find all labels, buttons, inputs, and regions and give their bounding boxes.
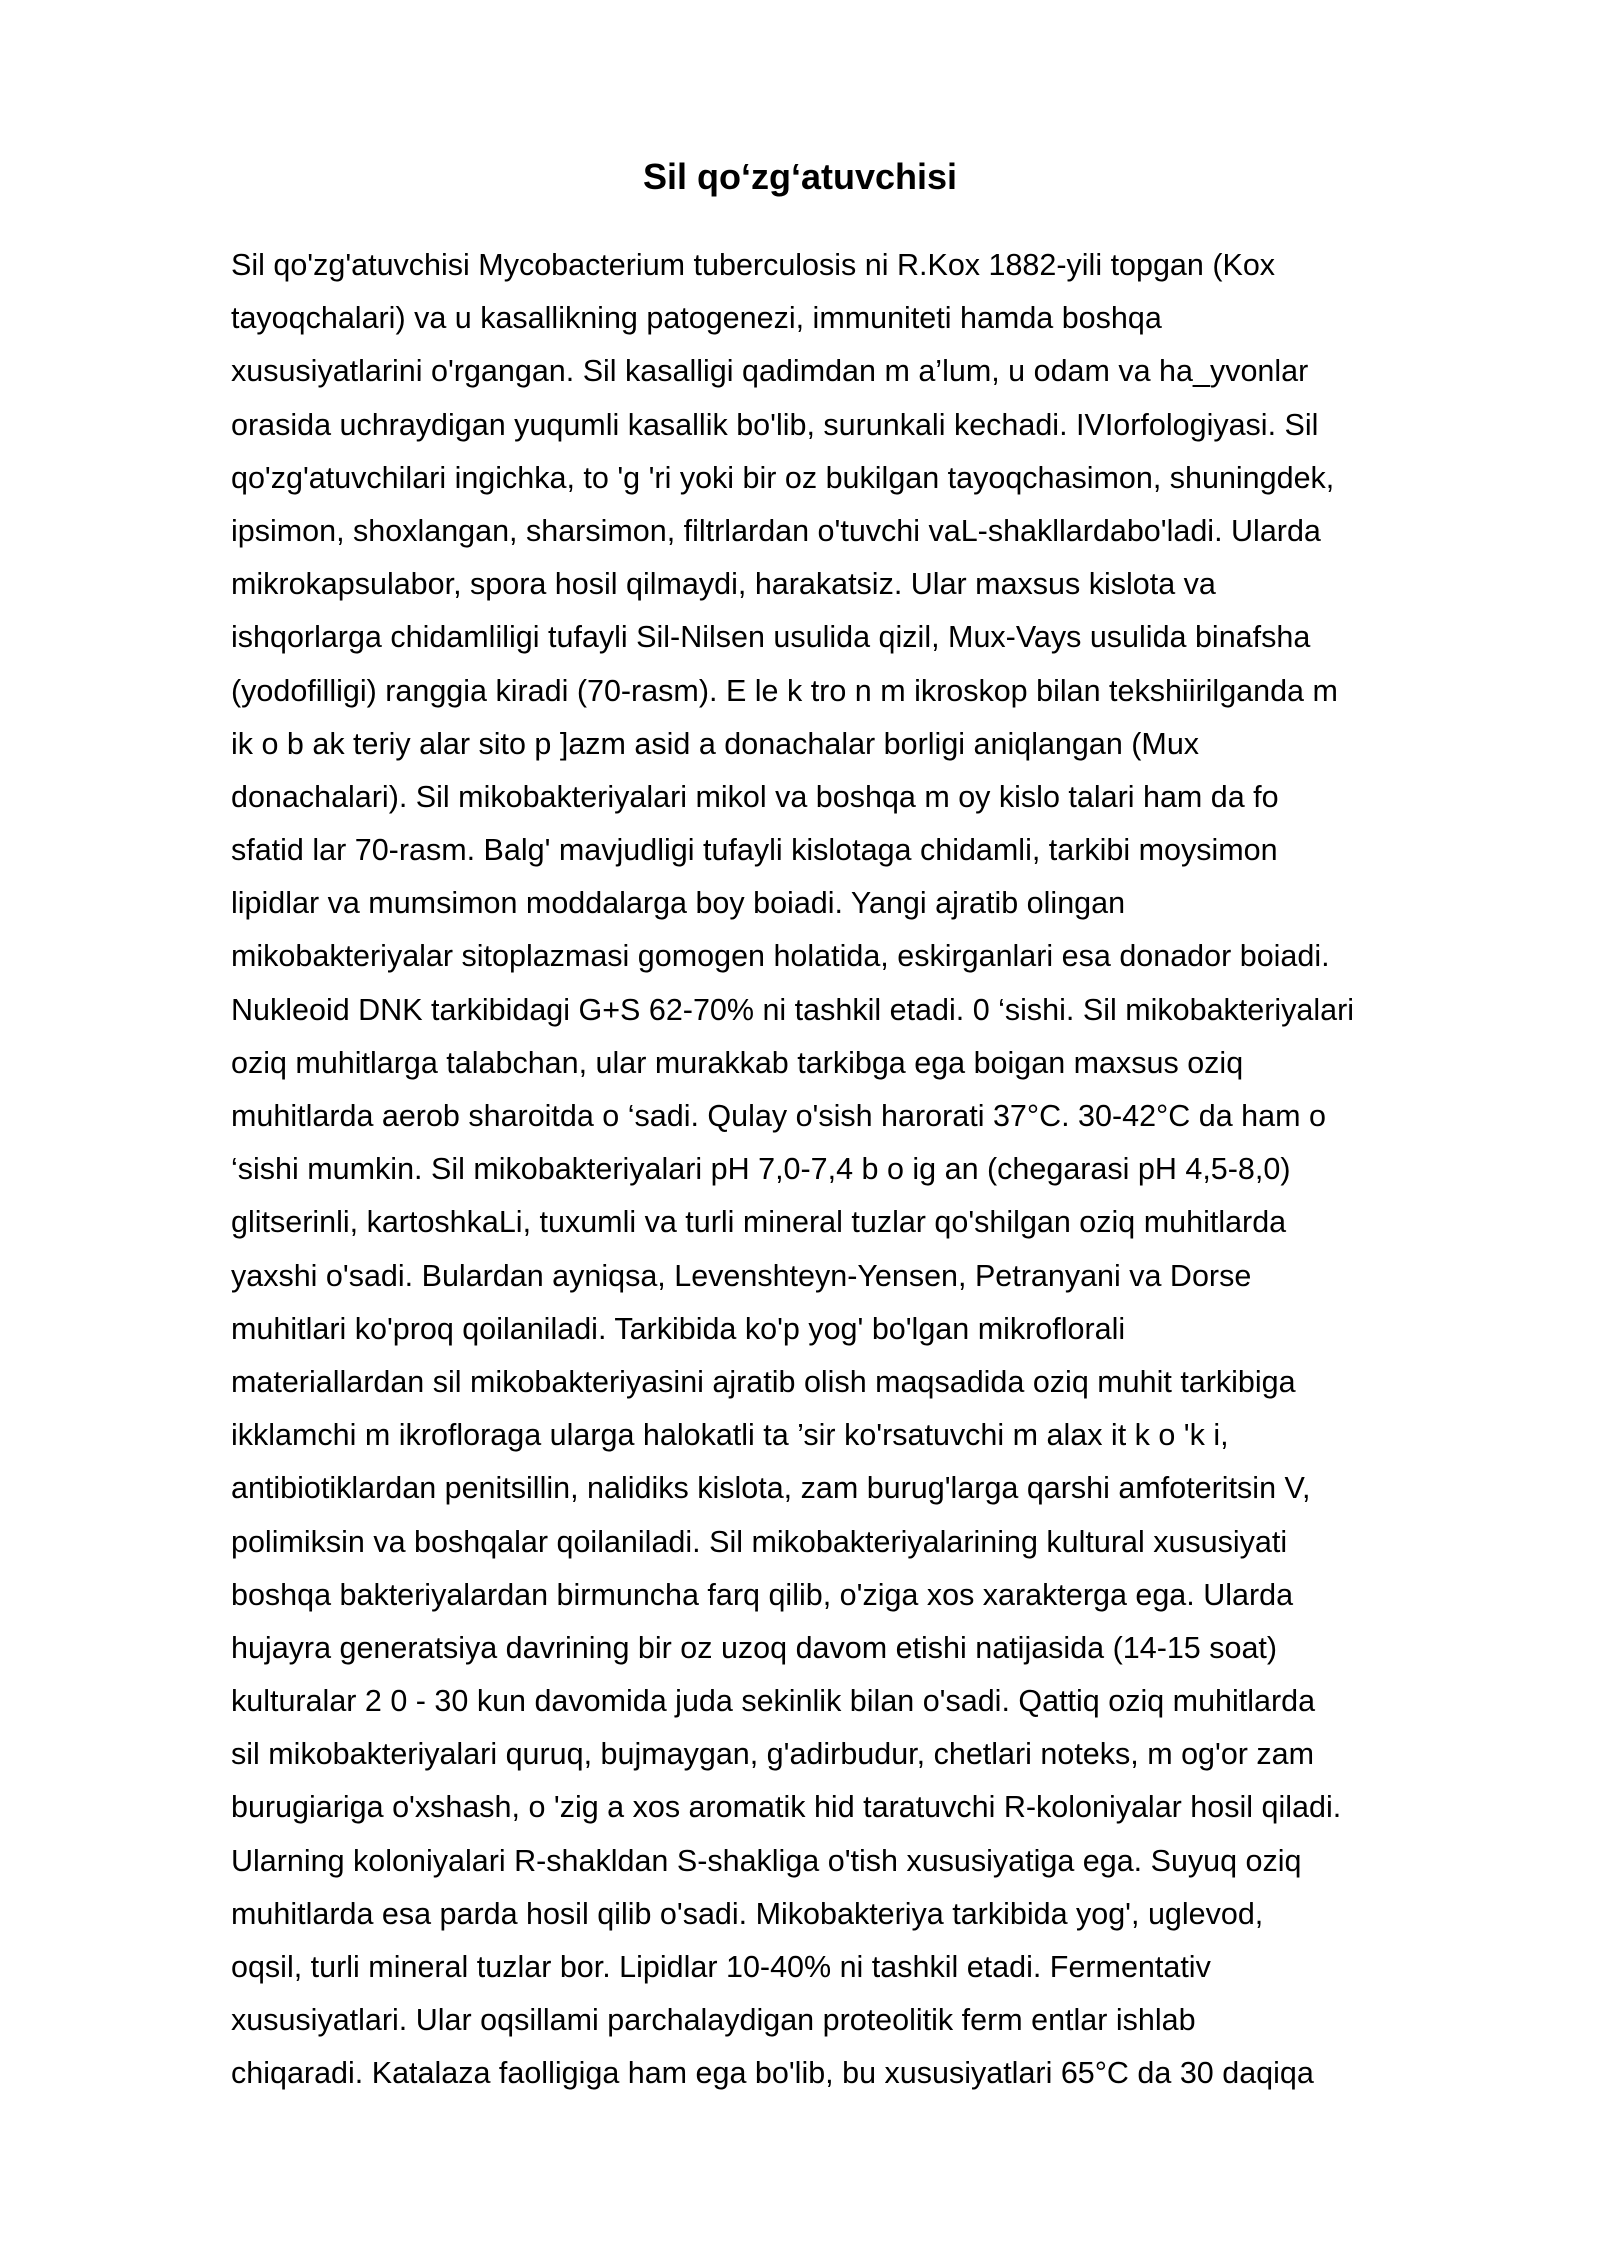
body-text-line: orasida uchraydigan yuqumli kasallik bo'lib, surunkali kechadi. IVIorfologiyasi. Sil: [231, 407, 1319, 442]
body-text-line: glitserinli, kartoshkaLi, tuxumli va turli mineral tuzlar qo'shilgan oziq muhitlarda: [231, 1205, 1287, 1240]
body-text-line: xususiyatlari. Ular oqsillami parchalaydigan proteolitik ferm entlar ishlab: [231, 2003, 1196, 2038]
body-text-line: oziq muhitlarga talabchan, ular murakkab tarkibga ega boigan maxsus oziq: [231, 1045, 1244, 1080]
body-text-line: burugiariga o'xshash, o 'zig a xos aromatik hid taratuvchi R-koloniyalar hosil qiladi.: [231, 1790, 1342, 1825]
body-text-line: muhitlarda esa parda hosil qilib o'sadi. Mikobakteriya tarkibida yog', uglevod,: [231, 1896, 1264, 1931]
document-body: [231, 239, 1531, 2101]
body-text-line: sfatid lar 70-rasm. Balg' mavjudligi tufayli kislotaga chidamli, tarkibi moysimon: [231, 833, 1278, 868]
body-text-line: Nukleoid DNK tarkibidagi G+S 62-70% ni tashkil etadi. 0 ‘sishi. Sil mikobakteriyalari: [231, 992, 1355, 1027]
body-text-line: polimiksin va boshqalar qoilaniladi. Sil mikobakteriyalarining kultural xususiyati: [231, 1524, 1288, 1559]
body-text-line: (yodofilligi) ranggia kiradi (70-rasm). E le k tro n m ikroskop bilan tekshiirilganda m: [231, 673, 1338, 708]
body-text-line: tayoqchalari) va u kasallikning patogenezi, immuniteti hamda boshqa: [231, 301, 1162, 336]
body-text-line: ipsimon, shoxlangan, sharsimon, filtrlardan o'tuvchi vaL-shakllardabo'ladi. Ularda: [231, 513, 1321, 548]
body-text-line: Ularning koloniyalari R-shakldan S-shakliga o'tish xususiyatiga ega. Suyuq oziq: [231, 1843, 1302, 1878]
body-text-line: lipidlar va mumsimon moddalarga boy boiadi. Yangi ajratib olingan: [231, 886, 1126, 921]
body-text-line: sil mikobakteriyalari quruq, bujmaygan, g'adirbudur, chetlari noteks, m og'or zam: [231, 1737, 1315, 1772]
body-text-line: oqsil, turli mineral tuzlar bor. Lipidlar 10-40% ni tashkil etadi. Fermentativ: [231, 1950, 1211, 1984]
body-text-line: ishqorlarga chidamliligi tufayli Sil-Nilsen usulida qizil, Mux-Vays usulida binafsha: [231, 620, 1311, 655]
body-text-line: mikobakteriyalar sitoplazmasi gomogen holatida, eskirganlari esa donador boiadi.: [231, 939, 1330, 974]
body-text-line: Sil qo'zg'atuvchisi Mycobacterium tuberculosis ni R.Kox 1882-yili topgan (Kox: [231, 248, 1276, 282]
body-text-line: materiallardan sil mikobakteriyasini ajratib olish maqsadida oziq muhit tarkibiga: [231, 1364, 1296, 1399]
document-title: Sil qo‘zg‘atuvchisi: [642, 156, 958, 197]
body-text-line: kulturalar 2 0 - 30 kun davomida juda sekinlik bilan o'sadi. Qattiq oziq muhitlarda: [231, 1684, 1316, 1719]
body-text-line: muhitlari ko'proq qoilaniladi. Tarkibida ko'p yog' bo'lgan mikroflorali: [231, 1311, 1126, 1346]
body-text-line: antibiotiklardan penitsillin, nalidiks kislota, zam burug'larga qarshi amfoteritsin V,: [231, 1471, 1311, 1506]
body-text-line: chiqaradi. Katalaza faolligiga ham ega bo'lib, bu xususiyatlari 65°C da 30 daqiqa: [231, 2056, 1314, 2091]
body-text-line: boshqa bakteriyalardan birmuncha farq qilib, o'ziga xos xarakterga ega. Ularda: [231, 1577, 1294, 1612]
body-text-line: qo'zg'atuvchilari ingichka, to 'g 'ri yoki bir oz bukilgan tayoqchasimon, shuningdek,: [231, 460, 1335, 495]
body-text-line: ikklamchi m ikrofloraga ularga halokatli ta ’sir ko'rsatuvchi m alax it k o 'k i,: [231, 1418, 1229, 1453]
body-text-line: mikrokapsulabor, spora hosil qilmaydi, harakatsiz. Ular maxsus kislota va: [231, 567, 1216, 602]
body-text-line: ‘sishi mumkin. Sil mikobakteriyalari pH 7,0-7,4 b o ig an (chegarasi pH 4,5-8,0): [231, 1152, 1291, 1187]
body-text-line: ik o b ak teriy alar sito p ]azm asid a donachalar borligi aniqlangan (Mux: [231, 726, 1200, 761]
body-text-line: hujayra generatsiya davrining bir oz uzoq davom etishi natijasida (14-15 soat): [231, 1630, 1278, 1665]
body-text-line: donachalari). Sil mikobakteriyalari mikol va boshqa m oy kislo talari ham da fo: [231, 779, 1279, 814]
body-text-line: muhitlarda aerob sharoitda o ‘sadi. Qulay o'sish harorati 37°C. 30-42°C da ham o: [231, 1099, 1326, 1133]
body-text-line: xususiyatlarini o'rgangan. Sil kasalligi qadimdan m a’lum, u odam va ha_yvonlar: [231, 354, 1309, 389]
body-text-line: yaxshi o'sadi. Bulardan ayniqsa, Levenshteyn-Yensen, Petranyani va Dorse: [231, 1258, 1252, 1293]
